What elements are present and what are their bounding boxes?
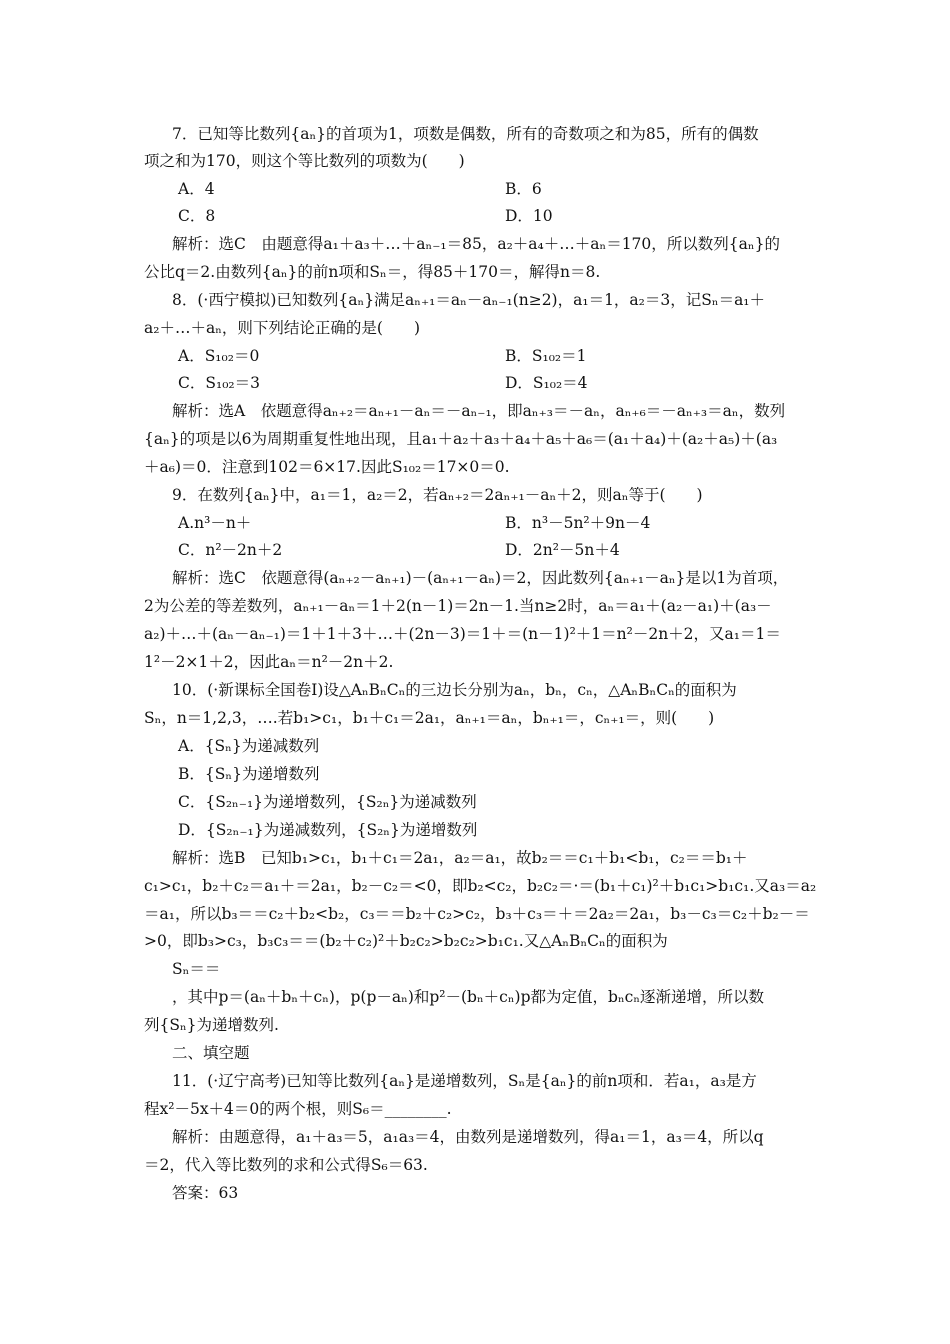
option-8d: D．S₁₀₂＝4 bbox=[505, 374, 588, 392]
question-9-stem: 9．在数列{aₙ}中，a₁＝1，a₂＝2，若aₙ₊₂＝2aₙ₊₁－aₙ＋2，则aₙ等于( ) bbox=[172, 486, 703, 504]
solution-7: 解析：选C 由题意得a₁＋a₃＋…＋aₙ₋₁＝85，a₂＋a₄＋…＋aₙ＝170，所以数列{aₙ}的 bbox=[172, 235, 780, 253]
solution-8: 解析：选A 依题意得aₙ₊₂＝aₙ₊₁－aₙ＝－aₙ₋₁，即aₙ₊₃＝－aₙ，aₙ₊₆＝－aₙ₊₃＝aₙ，数列 bbox=[172, 402, 786, 420]
question-10-stem: 10．(·新课标全国卷Ⅰ)设△AₙBₙCₙ的三边长分别为aₙ，bₙ，cₙ，△AₙBₙCₙ的面积为 bbox=[172, 681, 737, 699]
solution-9: 解析：选C 依题意得(aₙ₊₂－aₙ₊₁)－(aₙ₊₁－aₙ)＝2，因此数列{aₙ₊₁－aₙ}是以1为首项， bbox=[172, 569, 789, 587]
solution-9-cont-1: 2为公差的等差数列，aₙ₊₁－aₙ＝1＋2(n－1)＝2n－1.当n≥2时，aₙ＝a₁＋(a₂－a₁)＋(a₃－ bbox=[144, 597, 772, 615]
option-9d: D．2n²－5n＋4 bbox=[505, 541, 620, 559]
option-9b: B．n³－5n²＋9n－4 bbox=[505, 514, 651, 532]
solution-11-cont: ＝2，代入等比数列的求和公式得S₆＝63. bbox=[144, 1156, 428, 1174]
solution-10: 解析：选B 已知b₁>c₁，b₁＋c₁＝2a₁，a₂＝a₁，故b₂＝＝c₁＋b₁<b₁，c₂＝＝b₁＋ bbox=[172, 849, 748, 867]
solution-10-cont-5: 列{Sₙ}为递增数列. bbox=[144, 1016, 279, 1034]
option-9a: A.n³－n＋ bbox=[178, 514, 252, 532]
option-7d: D．10 bbox=[505, 207, 553, 225]
question-11-stem-cont: 程x²－5x＋4＝0的两个根，则S₆＝________. bbox=[144, 1100, 452, 1118]
question-10-stem-cont: Sₙ，n＝1,2,3，….若b₁>c₁，b₁＋c₁＝2a₁，aₙ₊₁＝aₙ，bₙ₊₁＝，cₙ₊₁＝，则( ) bbox=[144, 709, 715, 727]
solution-10-cont-4: ，其中p＝(aₙ＋bₙ＋cₙ)，p(p－aₙ)和p²－(bₙ＋cₙ)p都为定值，bₙcₙ逐渐递增，所以数 bbox=[172, 988, 765, 1006]
solution-7-cont: 公比q＝2.由数列{aₙ}的前n项和Sₙ＝，得85＋170＝，解得n＝8. bbox=[144, 263, 601, 281]
solution-10-cont-2: ＝a₁，所以b₃＝＝c₂＋b₂<b₂，c₃＝＝b₂＋c₂>c₂，b₃＋c₃＝＋＝2a₂＝2a₁，b₃－c₃＝c₂＋b₂－＝ bbox=[144, 905, 810, 923]
option-8c: C．S₁₀₂＝3 bbox=[178, 374, 260, 392]
option-10b: B．{Sₙ}为递增数列 bbox=[178, 765, 320, 783]
option-7a: A．4 bbox=[178, 180, 215, 198]
solution-8-cont-1: {aₙ}的项是以6为周期重复性地出现，且a₁＋a₂＋a₃＋a₄＋a₅＋a₆＝(a₁＋a₄)＋(a₂＋a₅)＋(a₃ bbox=[144, 430, 778, 448]
option-10d: D．{S₂ₙ₋₁}为递减数列，{S₂ₙ}为递增数列 bbox=[178, 821, 478, 839]
solution-10-area-formula: Sₙ＝＝ bbox=[172, 960, 221, 978]
solution-8-cont-2: ＋a₆)＝0．注意到102＝6×17.因此S₁₀₂＝17×0＝0. bbox=[144, 458, 510, 476]
question-7-stem: 7．已知等比数列{aₙ}的首项为1，项数是偶数，所有的奇数项之和为85，所有的偶数 bbox=[172, 125, 759, 143]
solution-9-cont-3: 1²－2×1＋2，因此aₙ＝n²－2n＋2. bbox=[144, 653, 394, 671]
option-10c: C．{S₂ₙ₋₁}为递增数列，{S₂ₙ}为递减数列 bbox=[178, 793, 477, 811]
question-8-stem-cont: a₂＋…＋aₙ，则下列结论正确的是( ) bbox=[144, 319, 420, 337]
solution-9-cont-2: a₂)＋…＋(aₙ－aₙ₋₁)＝1＋1＋3＋…＋(2n－3)＝1＋＝(n－1)²＋1＝n²－2n＋2，又a₁＝1＝ bbox=[144, 625, 781, 643]
question-8-stem: 8．(·西宁模拟)已知数列{aₙ}满足aₙ₊₁＝aₙ－aₙ₋₁(n≥2)，a₁＝1，a₂＝3，记Sₙ＝a₁＋ bbox=[172, 291, 766, 309]
section-heading-fill-in: 二、填空题 bbox=[172, 1044, 250, 1062]
option-8b: B．S₁₀₂＝1 bbox=[505, 347, 587, 365]
option-9c: C．n²－2n＋2 bbox=[178, 541, 283, 559]
option-7b: B．6 bbox=[505, 180, 542, 198]
question-11-stem: 11．(·辽宁高考)已知等比数列{aₙ}是递增数列，Sₙ是{aₙ}的前n项和．若a₁，a₃是方 bbox=[172, 1072, 757, 1090]
answer-11: 答案：63 bbox=[172, 1184, 239, 1202]
option-8a: A．S₁₀₂＝0 bbox=[178, 347, 260, 365]
question-7-stem-cont: 项之和为170，则这个等比数列的项数为( ) bbox=[144, 152, 465, 170]
option-10a: A．{Sₙ}为递减数列 bbox=[178, 737, 320, 755]
solution-10-cont-1: c₁>c₁，b₂＋c₂＝a₁＋＝2a₁，b₂－c₂＝<0，即b₂<c₂，b₂c₂＝·＝(b₁＋c₁)²＋b₁c₁>b₁c₁.又a₃＝a₂ bbox=[144, 877, 817, 895]
solution-10-cont-3: >0，即b₃>c₃，b₃c₃＝＝(b₂＋c₂)²＋b₂c₂>b₂c₂>b₁c₁.又△AₙBₙCₙ的面积为 bbox=[144, 932, 668, 950]
solution-11: 解析：由题意得，a₁＋a₃＝5，a₁a₃＝4，由数列是递增数列，得a₁＝1，a₃＝4，所以q bbox=[172, 1128, 764, 1146]
option-7c: C．8 bbox=[178, 207, 216, 225]
